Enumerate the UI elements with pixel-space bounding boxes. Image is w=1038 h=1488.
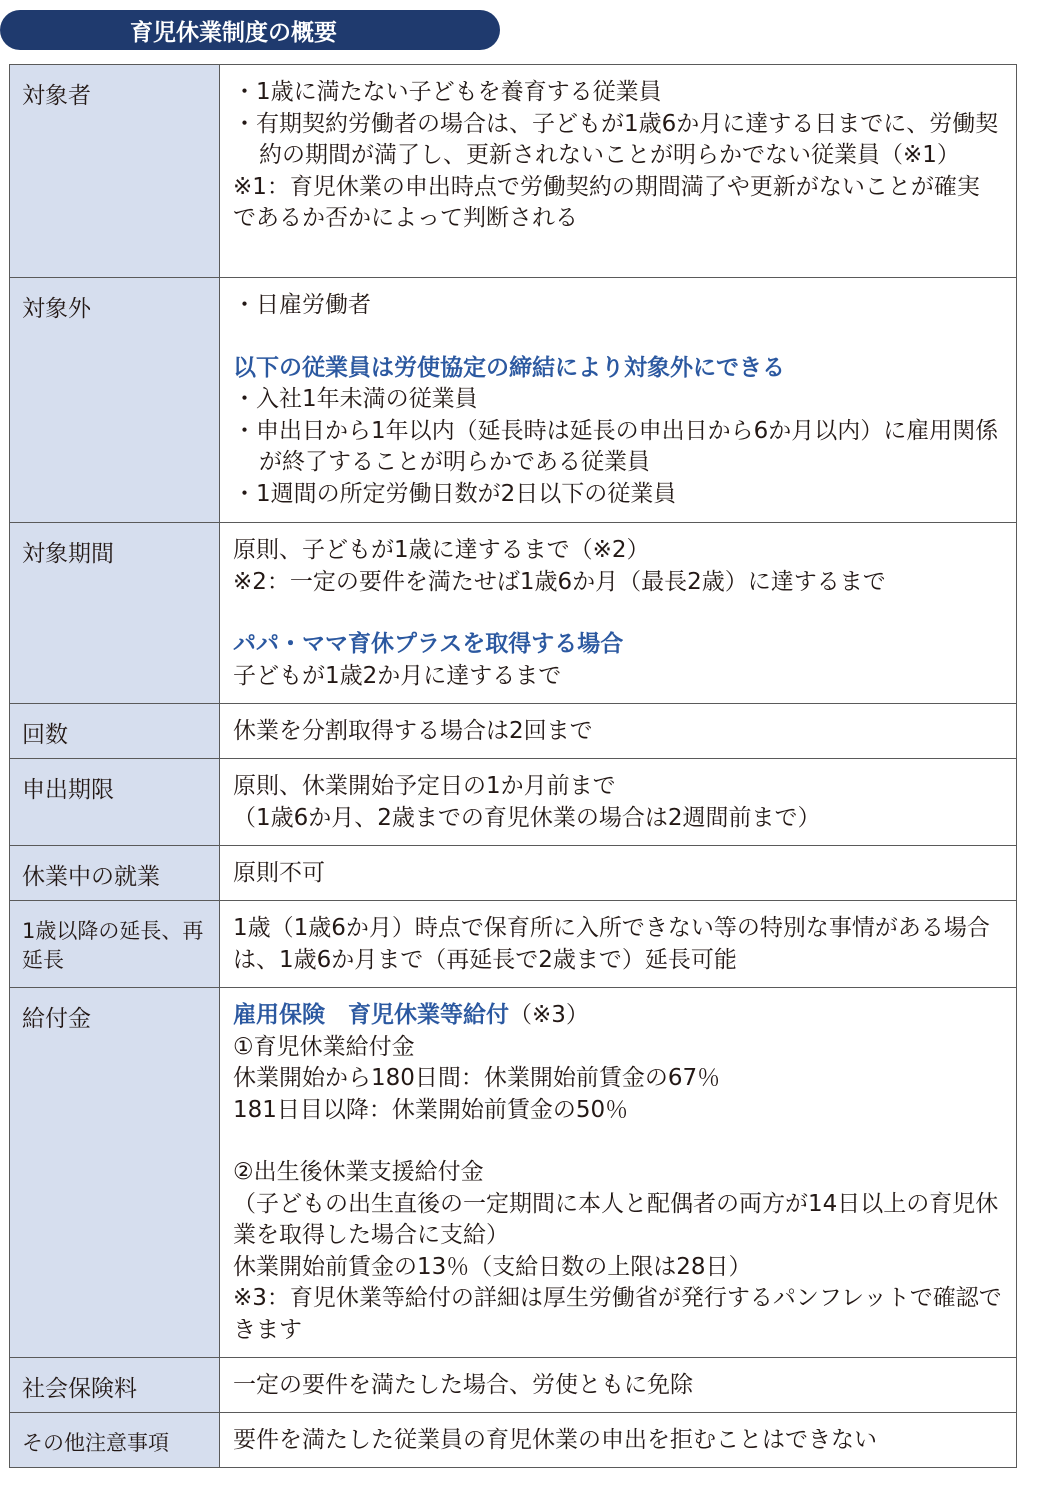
bullet-item: ・入社1年未満の従業員	[233, 386, 478, 412]
row-content	[220, 278, 1017, 523]
note-text: ※1：育児休業の申出時点で労働契約の期間満了や更新がないことが確実であるか否かによって判断される	[233, 173, 980, 231]
row-content	[220, 1413, 1017, 1468]
row-label: 回数	[10, 704, 220, 759]
row-content	[220, 846, 1017, 901]
content-line: ②出生後休業支援給付金	[233, 1159, 484, 1185]
table-row-excluded	[10, 278, 1017, 523]
table-row-other	[10, 1413, 1017, 1468]
content-line: 1歳（1歳6か月）時点で保育所に入所できない等の特別な事情がある場合は、1歳6か月まで（再延長で2歳まで）延長可能	[233, 915, 990, 973]
row-label: 1歳以降の延長、再延長	[10, 901, 220, 988]
table-row-benefits	[10, 988, 1017, 1358]
row-content	[220, 65, 1017, 278]
content-line: 要件を満たした従業員の育児休業の申出を拒むことはできない	[233, 1427, 877, 1453]
table-row-social-insurance	[10, 1358, 1017, 1413]
section-heading: 雇用保険 育児休業等給付	[233, 1002, 509, 1028]
content-line: 原則不可	[233, 860, 325, 886]
content-line: 181日目以降：休業開始前賃金の50％	[233, 1096, 629, 1123]
note-text: ※3：育児休業等給付の詳細は厚生労働省が発行するパンフレットで確認できます	[233, 1285, 1002, 1343]
row-label: 対象期間	[10, 523, 220, 704]
note-text: ※2：一定の要件を満たせば1歳6か月（最長2歳）に達するまで	[233, 568, 886, 595]
overview-table	[9, 64, 1017, 1468]
row-content	[220, 759, 1017, 846]
content-line: （子どもの出生直後の一定期間に本人と配偶者の両方が14日以上の育児休業を取得した場合に支給）	[233, 1190, 999, 1248]
section-heading: パパ・ママ育休プラスを取得する場合	[233, 631, 624, 657]
content-line: 子どもが1歳2か月に達するまで	[233, 662, 562, 689]
content-line: 休業を分割取得する場合は2回まで	[233, 718, 593, 744]
content-line: 休業開始前賃金の13％（支給日数の上限は28日）	[233, 1253, 752, 1280]
row-label: 対象者	[10, 65, 220, 278]
row-label: その他注意事項	[10, 1413, 220, 1468]
content-line: （1歳6か月、2歳までの育児休業の場合は2週間前まで）	[233, 804, 821, 831]
content-line: 一定の要件を満たした場合、労使ともに免除	[233, 1372, 693, 1398]
section-title: 育児休業制度の概要	[0, 10, 500, 50]
row-label: 申出期限	[10, 759, 220, 846]
row-content	[220, 523, 1017, 704]
table-row-deadline	[10, 759, 1017, 846]
bullet-item: ・日雇労働者	[233, 292, 371, 318]
table-row-period	[10, 523, 1017, 704]
row-label: 社会保険料	[10, 1358, 220, 1413]
row-content	[220, 901, 1017, 988]
row-content	[220, 1358, 1017, 1413]
table-row-extension	[10, 901, 1017, 988]
content-line: 休業開始から180日間：休業開始前賃金の67％	[233, 1065, 721, 1091]
bullet-item: ・有期契約労働者の場合は、子どもが1歳6か月に達する日までに、労働契約の期間が満了し、更新されないことが明らかでない従業員（※1）	[233, 110, 999, 168]
benefit-heading-line	[233, 1000, 1002, 1032]
row-label: 休業中の就業	[10, 846, 220, 901]
content-line: ①育児休業給付金	[233, 1033, 415, 1060]
table-row-count	[10, 704, 1017, 759]
heading-note: （※3）	[509, 1002, 589, 1028]
row-content	[220, 988, 1017, 1358]
table-row-work-during-leave	[10, 846, 1017, 901]
content-line: 原則、子どもが1歳に達するまで（※2）	[233, 537, 650, 563]
table-row-eligible	[10, 65, 1017, 278]
bullet-item: ・申出日から1年以内（延長時は延長の申出日から6か月以内）に雇用関係が終了することが明らかである従業員	[233, 417, 999, 475]
content-line: 原則、休業開始予定日の1か月前まで	[233, 773, 616, 799]
row-label: 給付金	[10, 988, 220, 1358]
row-label: 対象外	[10, 278, 220, 523]
bullet-item: ・1歳に満たない子どもを養育する従業員	[233, 79, 662, 105]
bullet-item: ・1週間の所定労働日数が2日以下の従業員	[233, 480, 677, 507]
row-content	[220, 704, 1017, 759]
section-heading: 以下の従業員は労使協定の締結により対象外にできる	[233, 354, 785, 381]
